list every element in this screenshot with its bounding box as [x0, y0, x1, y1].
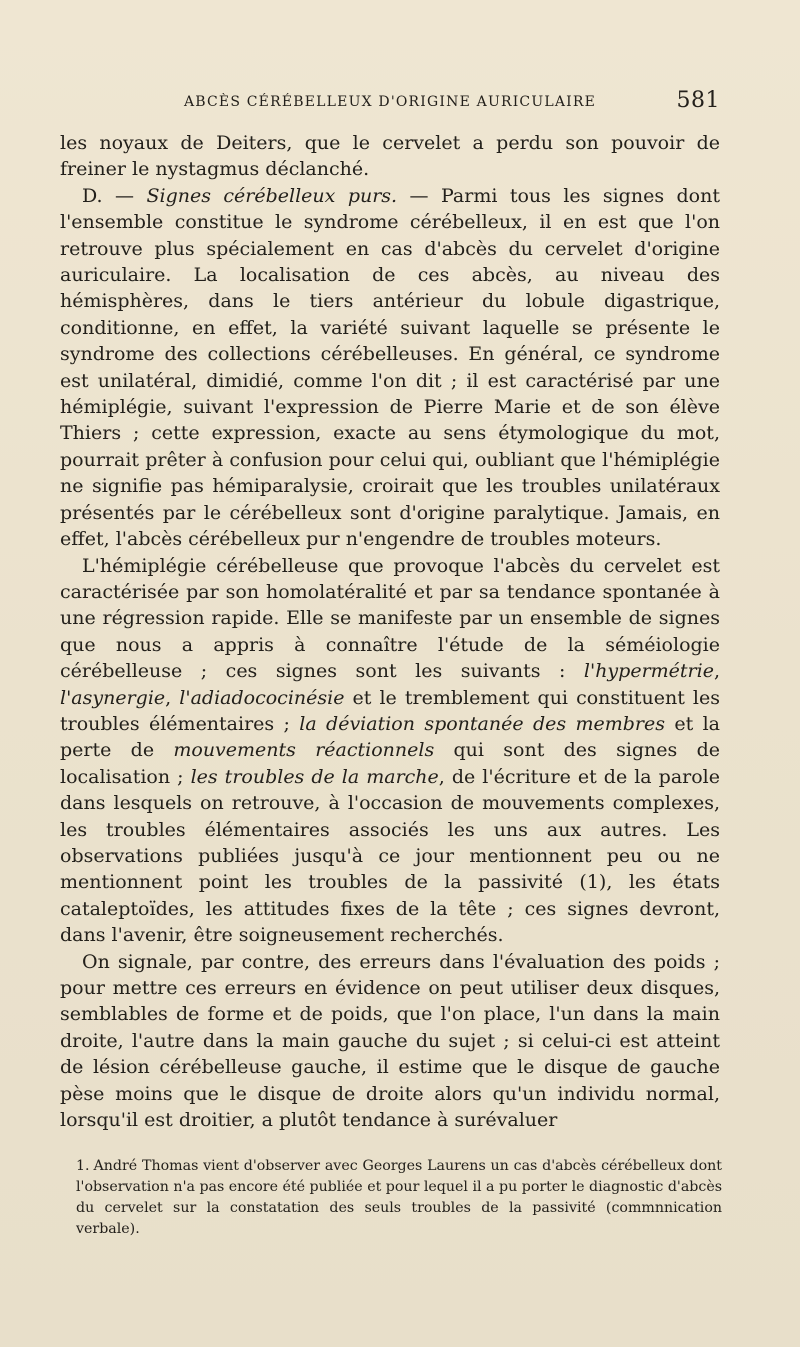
- paragraph-signes-cerebelleux: [60, 183, 720, 553]
- text-segment: On signale, par contre, des erreurs dans l'évaluation des poids ; pour mettre ces erreurs en évidence on peut utiliser deux disques, semblables de forme et de poids, que l'on place, l'un dans la main droite, l'autre dans la main gauche du sujet ; si celui-ci est atteint de lésion cérébelleuse gauche, il estime que le disque de gauche pèse moins que le disque de droite alors qu'un individu normal, lorsqu'il est droitier, a plutôt tendance à surévaluer: [60, 950, 720, 1132]
- text-segment: D. —: [82, 184, 147, 207]
- running-head: [60, 88, 720, 116]
- italic-term: l'hypermétrie: [583, 660, 714, 683]
- text-segment: qui sont des signes de localisation ;: [60, 739, 720, 788]
- paragraph-continuation: [60, 130, 720, 183]
- footnote-marker: 1.: [76, 1158, 90, 1174]
- italic-term: l'asynergie: [60, 686, 166, 709]
- paragraph-evaluation-poids: [60, 949, 720, 1134]
- footnote: [76, 1156, 722, 1240]
- body-text: [60, 130, 720, 1133]
- running-title: ABCÈS CÉRÉBELLEUX D'ORIGINE AURICULAIRE: [183, 94, 597, 110]
- text-segment: les noyaux de Deiters, que le cervelet a perdu son pouvoir de freiner le nystagmus déclanché.: [60, 132, 720, 181]
- italic-term: la déviation spontanée des membres: [299, 712, 665, 735]
- text-segment: ,: [713, 660, 720, 683]
- paragraph-hemiplegie: [60, 553, 720, 949]
- text-segment: ,: [165, 686, 180, 709]
- text-segment: L'hémiplégie cérébelleuse que provoque l'abcès du cervelet est caractérisée par son homolatéralité et par sa tendance spontanée à une régression rapide. Elle se manifeste par un ensemble de signes que nous a appris à connaître l'étude de la séméiologie cérébelleuse ; ces signes sont les suivants :: [60, 554, 720, 683]
- italic-term: les troubles de la marche: [190, 765, 439, 788]
- footnote-paragraph: [76, 1156, 722, 1240]
- text-segment: et le tremblement qui constituent les troubles élémentaires ;: [60, 686, 720, 735]
- footnote-text: André Thomas vient d'observer avec Georges Laurens un cas d'abcès cérébelleux dont l'observation n'a pas encore été publiée et pour lequel il a pu porter le diagnostic d'abcès du cervelet sur la constatation des seuls troubles de la passivité (commnnication verbale).: [76, 1158, 722, 1237]
- italic-term: l'adiadococinésie: [179, 686, 345, 709]
- section-heading-italic: Signes cérébelleux purs.: [146, 184, 398, 207]
- italic-term: mouvements réactionnels: [173, 739, 435, 762]
- page-number: 581: [676, 88, 720, 113]
- text-segment: et la perte de: [60, 712, 720, 762]
- text-segment: — Parmi tous les signes dont l'ensemble constitue le syndrome cérébelleux, il en est que l'on retrouve plus spécialement en cas d'abcès du cervelet d'origine auriculaire. La localisation de ces abcès, au niveau des hémisphères, dans le tiers antérieur du lobule digastrique, conditionne, en effet, la variété suivant laquelle se présente le syndrome des collections cérébelleuses. En général, ce syndrome est unilatéral, dimidié, comme l'on dit ; il est caractérisé par une hémiplégie, suivant l'expression de Pierre Marie et de son élève Thiers ; cette expression, exacte au sens étymologique du mot, pourrait prêter à confusion pour celui qui, oubliant que l'hémiplégie ne signifie pas hémiparalysie, croirait que les troubles unilatéraux présentés par le cérébelleux sont d'origine paralytique. Jamais, en effet, l'abcès cérébelleux pur n'engendre de troubles moteurs.: [60, 184, 720, 551]
- text-segment: , de l'écriture et de la parole dans lesquels on retrouve, à l'occasion de mouvements complexes, les troubles élémentaires associés les uns aux autres. Les observations publiées jusqu'à ce jour mentionnent peu ou ne mentionnent point les troubles de la passivité (1), les états cataleptoïdes, les attitudes fixes de la tête ; ces signes devront, dans l'avenir, être soigneusement recherchés.: [60, 765, 720, 947]
